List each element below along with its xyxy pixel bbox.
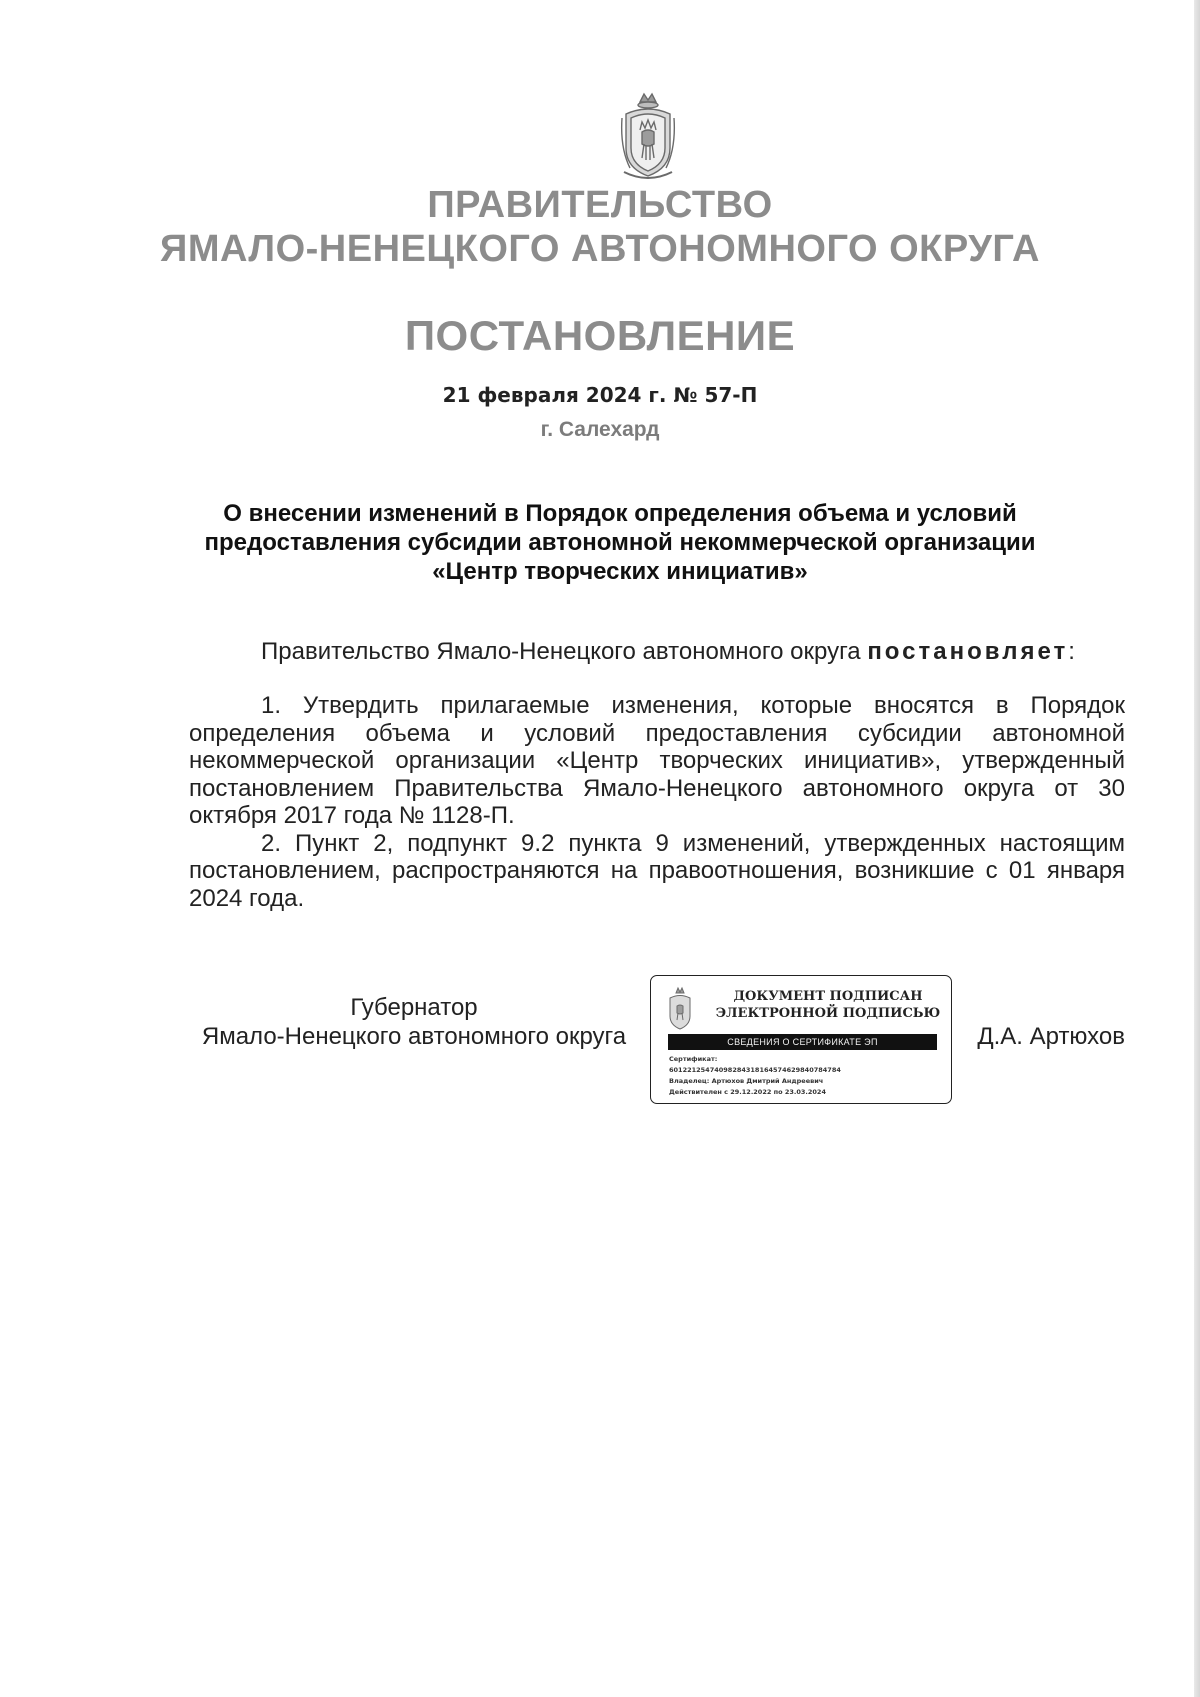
certificate-details xyxy=(669,1054,939,1098)
stamp-title xyxy=(713,988,943,1022)
government-name-line1: ПРАВИТЕЛЬСТВО xyxy=(427,184,773,226)
yanao-coat-of-arms-icon xyxy=(667,986,693,1032)
stamp-title-line: ДОКУМЕНТ ПОДПИСАН xyxy=(733,989,923,1004)
subject-line: «Центр творческих инициатив» xyxy=(432,558,808,585)
signer-name: Д.А. Артюхов xyxy=(977,1023,1125,1050)
certificate-validity: Действителен с 29.12.2022 по 23.03.2024 xyxy=(669,1088,826,1096)
preamble-text: Правительство Ямало-Ненецкого автономного округа xyxy=(261,638,868,665)
resolution-items xyxy=(189,692,1125,912)
signatory-title-line: Ямало-Ненецкого автономного округа xyxy=(201,1023,627,1050)
subject-line: предоставления субсидии автономной некоммерческой организации xyxy=(204,529,1036,556)
certificate-info-bar: СВЕДЕНИЯ О СЕРТИФИКАТЕ ЭП xyxy=(668,1034,937,1050)
certificate-owner: Владелец: Артюхов Дмитрий Андреевич xyxy=(669,1077,824,1085)
government-name-line2: ЯМАЛО-НЕНЕЦКОГО АВТОНОМНОГО ОКРУГА xyxy=(160,228,1040,270)
document-date-number: 21 февраля 2024 г. № 57-П xyxy=(442,383,758,407)
resolution-item: 2. Пункт 2, подпункт 9.2 пункта 9 изменений, утвержденных настоящим постановлением, распространяются на правоотношения, возникшие с 01 января 2024 года. xyxy=(189,829,1125,912)
preamble-colon: : xyxy=(1068,638,1075,665)
electronic-signature-stamp xyxy=(650,975,952,1104)
resolution-item: 1. Утвердить прилагаемые изменения, которые вносятся в Порядок определения объема и условий предоставления субсидии автономной некоммерческой организации «Центр творческих инициатив», утвержденный постановлением Правительства Ямало-Ненецкого автономного округа от 30 октября 2017 года № 1128-П. xyxy=(189,692,1125,829)
signatory-title-line: Губернатор xyxy=(350,994,478,1021)
certificate-number: 60122125474098284318164574629840784784 xyxy=(669,1066,841,1074)
yanao-coat-of-arms-icon xyxy=(620,88,676,184)
certificate-label: Сертификат: xyxy=(669,1055,718,1063)
document-city: г. Салехард xyxy=(540,418,660,441)
preamble-emphasis: постановляет xyxy=(867,638,1069,665)
subject-line: О внесении изменений в Порядок определения объема и условий xyxy=(223,500,1017,527)
document-subject xyxy=(190,499,1050,586)
signatory-title xyxy=(189,993,639,1051)
page-edge-shadow xyxy=(1194,0,1200,1697)
stamp-title-line: ЭЛЕКТРОННОЙ ПОДПИСЬЮ xyxy=(715,1006,941,1021)
preamble-paragraph xyxy=(189,638,1125,666)
document-type-title: ПОСТАНОВЛЕНИЕ xyxy=(404,312,796,359)
